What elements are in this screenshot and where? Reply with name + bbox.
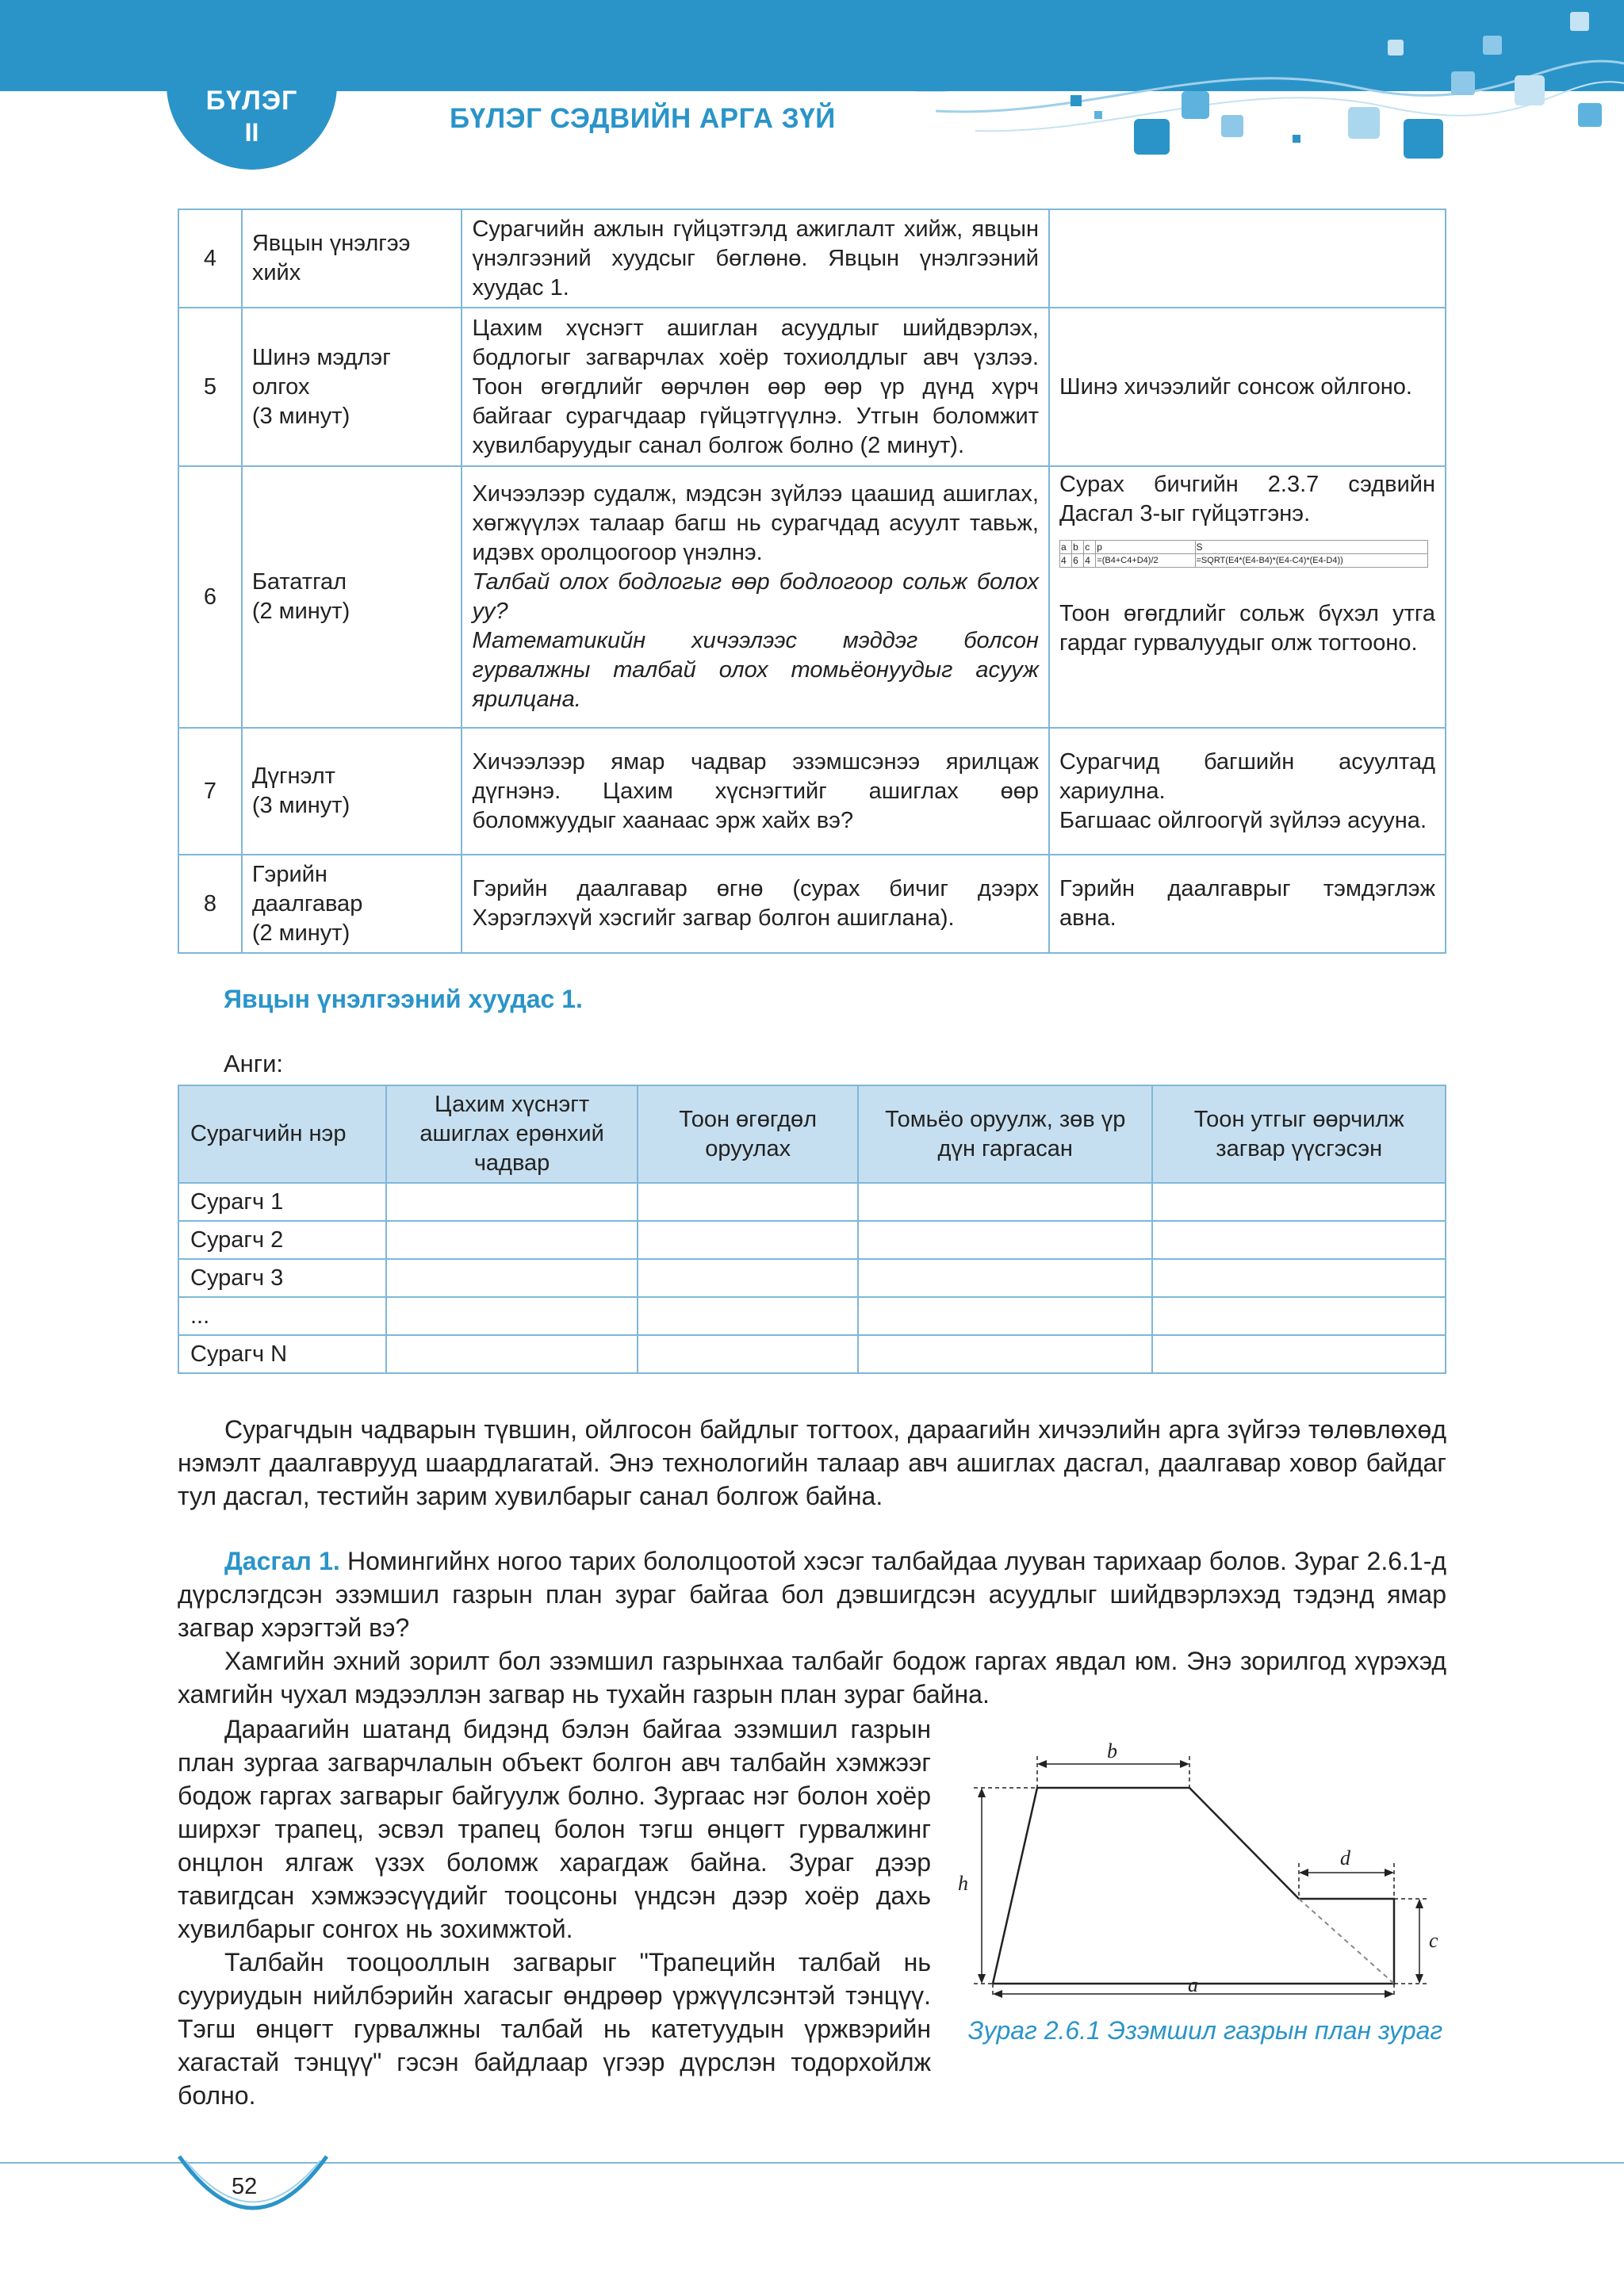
empty-cell <box>386 1297 638 1335</box>
sheet-cell: 4 <box>1084 554 1096 568</box>
step-number: 7 <box>178 728 242 855</box>
table-row <box>178 1221 1446 1259</box>
lesson-plan-table <box>178 209 1446 954</box>
teacher-activity: Хичээлээр судалж, мэдсэн зүйлээ цаашид ашиглах, хөгжүүлэх талаар багш нь сурагчдад асуулт тавьж, идэвх оролцоогоор үнэлнэ. Талбай олох бодлогыг өөр бодлогоор сольж болох уу? Математикийн хичээлээс мэддэг болсон гурвалжны талбай олох томьёонуудыг асууж ярилцана. <box>462 466 1049 728</box>
column-header: Томьёо оруулж, зөв үр дүн гаргасан <box>858 1085 1152 1183</box>
teacher-activity: Хичээлээр ямар чадвар эзэмшсэнээ ярилцаж дүгнэнэ. Цахим хүснэгтийг ашиглах өөр боломжуудыг хаанаас эрж хайх вэ? <box>462 728 1049 855</box>
step-name: Шинэ мэдлэг олгох (3 минут) <box>242 308 462 466</box>
exercise-label: Дасгал 1. <box>224 1547 340 1575</box>
chapter-number: II <box>244 118 259 147</box>
eval-sheet-title: Явцын үнэлгээний хуудас 1. <box>224 985 583 1013</box>
empty-cell <box>638 1221 858 1259</box>
empty-cell <box>1152 1335 1446 1373</box>
teacher-question: Талбай олох бодлогыг өөр бодлогоор сольж болох уу? <box>472 569 1039 624</box>
empty-cell <box>386 1221 638 1259</box>
student-activity <box>1049 209 1446 308</box>
empty-cell <box>1152 1297 1446 1335</box>
student-activity: Шинэ хичээлийг сонсож ойлгоно. <box>1049 308 1446 466</box>
empty-cell <box>386 1335 638 1373</box>
empty-cell <box>858 1335 1152 1373</box>
empty-cell <box>638 1183 858 1221</box>
student-activity: Сурах бичгийн 2.3.7 сэдвийн Дасгал 3-ыг гүйцэтгэнэ. a b c p S 4 6 4 =(B4+C4+D4)/2 =SQRT(E4*(E4-B4)*(E4-C4)*(E4-D4)) Тоон өгөгдлийг сольж бүхэл утга гардаг гурвалуудыг олж тогтооно. <box>1049 466 1446 728</box>
paragraph: Хамгийн эхний зорилт бол эзэмшил газрынхаа талбайг бодож гаргах явдал юм. Энэ зорилгод хүрэхэд хамгийн чухал мэдээллэн загвар нь тухайн газрын план зураг байна. <box>178 1647 1446 1709</box>
empty-cell <box>1152 1221 1446 1259</box>
model-description <box>178 1712 931 2112</box>
figure-label-b: b <box>1107 1739 1117 1762</box>
sheet-cell: 4 <box>1060 554 1072 568</box>
sheet-header: p <box>1096 541 1195 554</box>
figure-label-a: a <box>1188 1973 1198 1996</box>
step-number: 6 <box>178 466 242 728</box>
table-row <box>178 1297 1446 1335</box>
step-name: Гэрийн даалгавар (2 минут) <box>242 855 462 953</box>
empty-cell <box>1152 1183 1446 1221</box>
table-row <box>178 1183 1446 1221</box>
step-name: Явцын үнэлгээ хийх <box>242 209 462 308</box>
table-row <box>178 209 1446 308</box>
paragraph: Талбайн тооцооллын загварыг "Трапецийн талбай нь сууриудын нийлбэрийн хагасыг өндрөөр үржүүлсэнтэй тэнцүү. Тэгш өнцөгт гурвалжны талбай нь катетуудын үржвэрийн хагастай тэнцүү" гэсэн байдлаар үгээр дүрслэн тодорхойлж болно. <box>178 1948 931 2110</box>
chapter-word: БҮЛЭГ <box>205 86 298 116</box>
empty-cell <box>638 1297 858 1335</box>
class-label: Анги: <box>224 1050 284 1077</box>
step-name: Бататгал (2 минут) <box>242 466 462 728</box>
running-title: БҮЛЭГ СЭДВИЙН АРГА ЗҮЙ <box>450 103 836 134</box>
table-row <box>178 1335 1446 1373</box>
empty-cell <box>638 1335 858 1373</box>
empty-cell <box>858 1183 1152 1221</box>
empty-cell <box>386 1259 638 1297</box>
page-number: 52 <box>232 2174 258 2199</box>
sheet-cell: =SQRT(E4*(E4-B4)*(E4-C4)*(E4-D4)) <box>1195 554 1428 568</box>
step-number: 5 <box>178 308 242 466</box>
empty-cell <box>858 1221 1152 1259</box>
table-row <box>178 728 1446 855</box>
chapter-badge <box>167 68 337 170</box>
teacher-activity: Сурагчийн ажлын гүйцэтгэлд ажиглалт хийж, явцын үнэлгээний хуудсыг бөглөнө. Явцын үнэлгээний хуудас 1. <box>462 209 1049 308</box>
teacher-activity: Цахим хүснэгт ашиглан асуудлыг шийдвэрлэх, бодлогыг загварчлах хоёр тохиолдлыг авч үзлээ. Тоон өгөгдлийг өөрчлөн өөр өөр үр дүнд хүрч байгааг сурагчдаар гүйцэтгүүлнэ. Утгын боломжит хувилбаруудыг санал болгож болно (2 минут). <box>462 308 1049 466</box>
empty-cell <box>858 1297 1152 1335</box>
teacher-question: Математикийн хичээлээс мэддэг болсон гурвалжны талбай олох томьёонуудыг асууж ярилцана. <box>472 628 1039 712</box>
table-row <box>178 1259 1446 1297</box>
student-name: Сурагч N <box>178 1335 386 1373</box>
column-header: Тоон өгөгдөл оруулах <box>638 1085 858 1183</box>
sheet-header: b <box>1072 541 1084 554</box>
land-plan-figure <box>952 1736 1459 1998</box>
sheet-cell: 6 <box>1072 554 1084 568</box>
figure-label-d: d <box>1340 1846 1350 1869</box>
sheet-header: c <box>1084 541 1096 554</box>
figure-label-c: c <box>1429 1929 1438 1952</box>
student-name: Сурагч 2 <box>178 1221 386 1259</box>
paragraph: Сурагчдын чадварын түвшин, ойлгосон байдлыг тогтоох, дараагийн хичээлийн арга зүйгээ төлөвлөхөд нэмэлт даалгаврууд шаардлагатай. Энэ технологийн талаар авч ашиглах дасгал, даалгавар ховор байдаг тул дасгал, тестийн зарим хувилбарыг санал болгож байна. <box>178 1415 1446 1510</box>
step-number: 4 <box>178 209 242 308</box>
table-row <box>178 308 1446 466</box>
student-name: Сурагч 1 <box>178 1183 386 1221</box>
empty-cell <box>858 1259 1152 1297</box>
sheet-header: a <box>1060 541 1072 554</box>
mini-spreadsheet <box>1059 540 1428 568</box>
figure-label-h: h <box>958 1872 968 1895</box>
sheet-cell: =(B4+C4+D4)/2 <box>1096 554 1195 568</box>
paragraph: Дараагийн шатанд бидэнд бэлэн байгаа эзэмшил газрын план зургаа загварчлалын объект болгон авч талбайн хэмжээг бодож гаргах загварыг байгуулж болно. Зургаас нэг болон хоёр ширхэг трапец, эсвэл трапец болон тэгш өнцөгт гурвалжинг онцлон ялгаж үзэх боломж харагдаж байна. Зураг дээр тавигдсан хэмжээсүүдийг тооцсоны үндсэн дээр хоёр дахь хувилбарыг сонгох нь зохимжтой. <box>178 1715 931 1943</box>
empty-cell <box>638 1259 858 1297</box>
student-activity: Гэрийн даалгаврыг тэмдэглэж авна. <box>1049 855 1446 953</box>
step-name: Дүгнэлт (3 минут) <box>242 728 462 855</box>
column-header: Цахим хүснэгт ашиглах ерөнхий чадвар <box>386 1085 638 1183</box>
step-number: 8 <box>178 855 242 953</box>
table-row <box>178 855 1446 953</box>
student-name: Сурагч 3 <box>178 1259 386 1297</box>
table-header-row <box>178 1085 1446 1183</box>
column-header: Тоон утгыг өөрчилж загвар үүсгэсэн <box>1152 1085 1446 1183</box>
header-decoration <box>912 0 1624 166</box>
empty-cell <box>386 1183 638 1221</box>
sheet-header: S <box>1195 541 1428 554</box>
student-activity: Сурагчид багшийн асуултад хариулна. Багшаас ойлгоогүй зүйлээ асууна. <box>1049 728 1446 855</box>
paragraph: Дасгал 1. Номингийнх ногоо тарих бололцоотой хэсэг талбайдаа лууван тарихаар болов. Зураг 2.6.1-д дүрслэгдсэн эзэмшил газрын план зураг байгаа бол дэвшигдсэн асуудлыг шийдвэрлэхэд тэдэнд ямар загвар хэрэгтэй вэ? <box>178 1547 1447 1642</box>
table-row <box>178 466 1446 728</box>
teacher-activity: Гэрийн даалгавар өгнө (сурах бичиг дээрх Хэрэглэхүй хэсгийг загвар болгон ашиглана). <box>462 855 1049 953</box>
figure-caption: Зураг 2.6.1 Эзэмшил газрын план зураг <box>967 2016 1443 2045</box>
exercise-block <box>178 1544 1446 1711</box>
evaluation-table <box>178 1085 1446 1374</box>
column-header: Сурагчийн нэр <box>178 1085 386 1183</box>
student-name: ... <box>178 1297 386 1335</box>
empty-cell <box>1152 1259 1446 1297</box>
